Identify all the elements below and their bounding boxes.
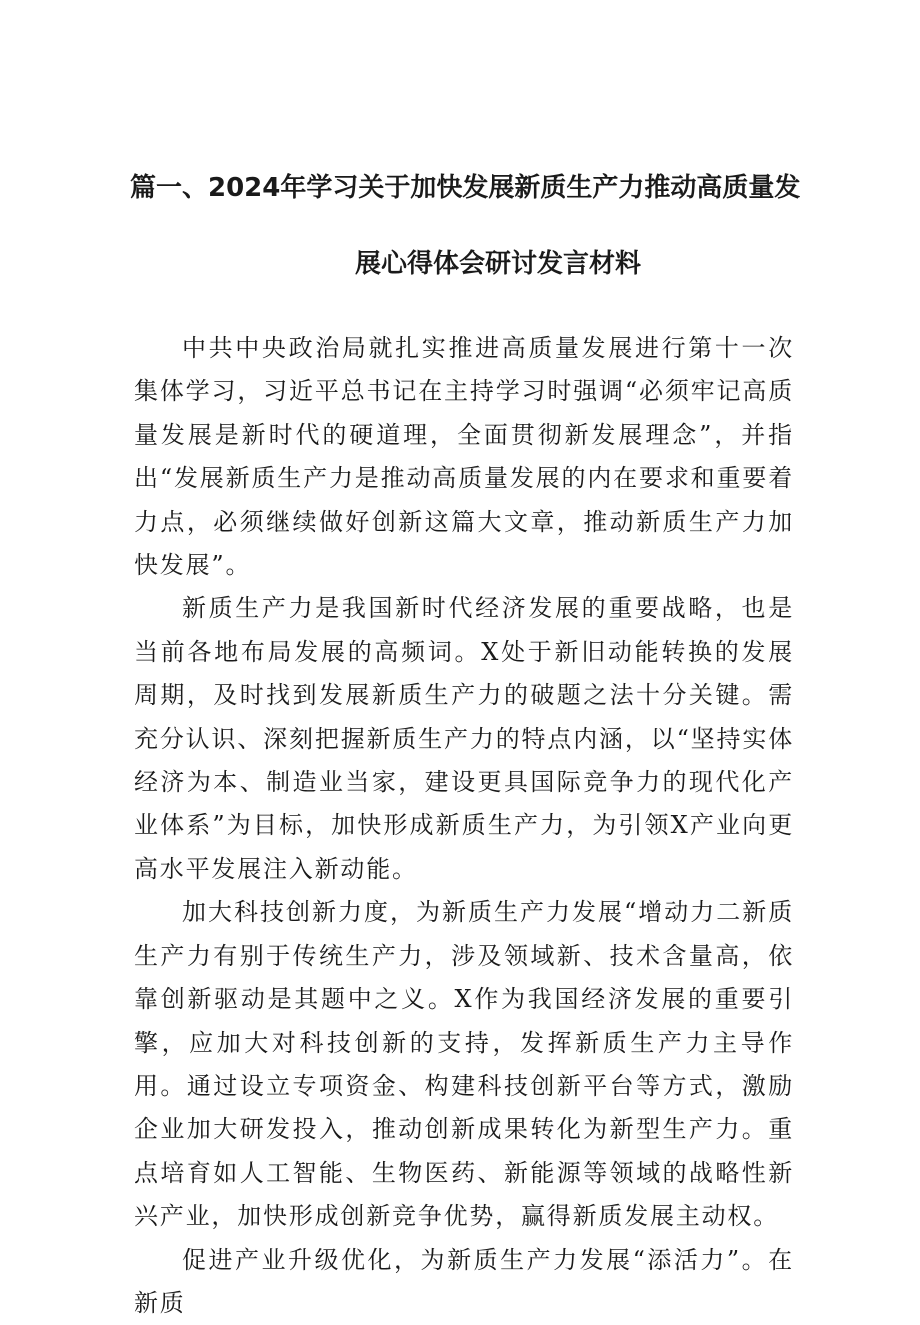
paragraph-2: 新质生产力是我国新时代经济发展的重要战略，也是当前各地布局发展的高频词。X处于新旧动能转换的发展周期，及时找到发展新质生产力的破题之法十分关键。需充分认识、深刻把握新质生产力的特点内涵，以“坚持实体经济为本、制造业当家，建设更具国际竞争力的现代化产业体系”为目标，加快形成新质生产力，为引领X产业向更高水平发展注入新动能。 — [134, 594, 794, 883]
paragraph-4: 促进产业升级优化，为新质生产力发展“添活力”。在新质 — [134, 1245, 794, 1317]
title-line-2: 展心得体会研讨发言材料 — [354, 249, 641, 279]
document-body — [134, 327, 794, 1325]
paragraph-3: 加大科技创新力度，为新质生产力发展“增动力二新质生产力有别于传统生产力，涉及领域新、技术含量高，依靠创新驱动是其题中之义。X作为我国经济发展的重要引擎，应加大对科技创新的支持，发挥新质生产力主导作用。通过设立专项资金、构建科技创新平台等方式，激励企业加大研发投入，推动创新成果转化为新型生产力。重点培育如人工智能、生物医药、新能源等领域的战略性新兴产业，加快形成创新竞争优势，赢得新质发展主动权。 — [134, 898, 794, 1231]
title-line-1: 篇一、2024年学习关于加快发展新质生产力推动高质量发 — [130, 173, 801, 203]
paragraph-1: 中共中央政治局就扎实推进高质量发展进行第十一次集体学习，习近平总书记在主持学习时强调“必须牢记高质量发展是新时代的硬道理，全面贯彻新发展理念”，并指出“发展新质生产力是推动高质量发展的内在要求和重要着力点，必须继续做好创新这篇大文章，推动新质生产力加快发展”。 — [134, 334, 794, 580]
document-title — [130, 150, 810, 302]
